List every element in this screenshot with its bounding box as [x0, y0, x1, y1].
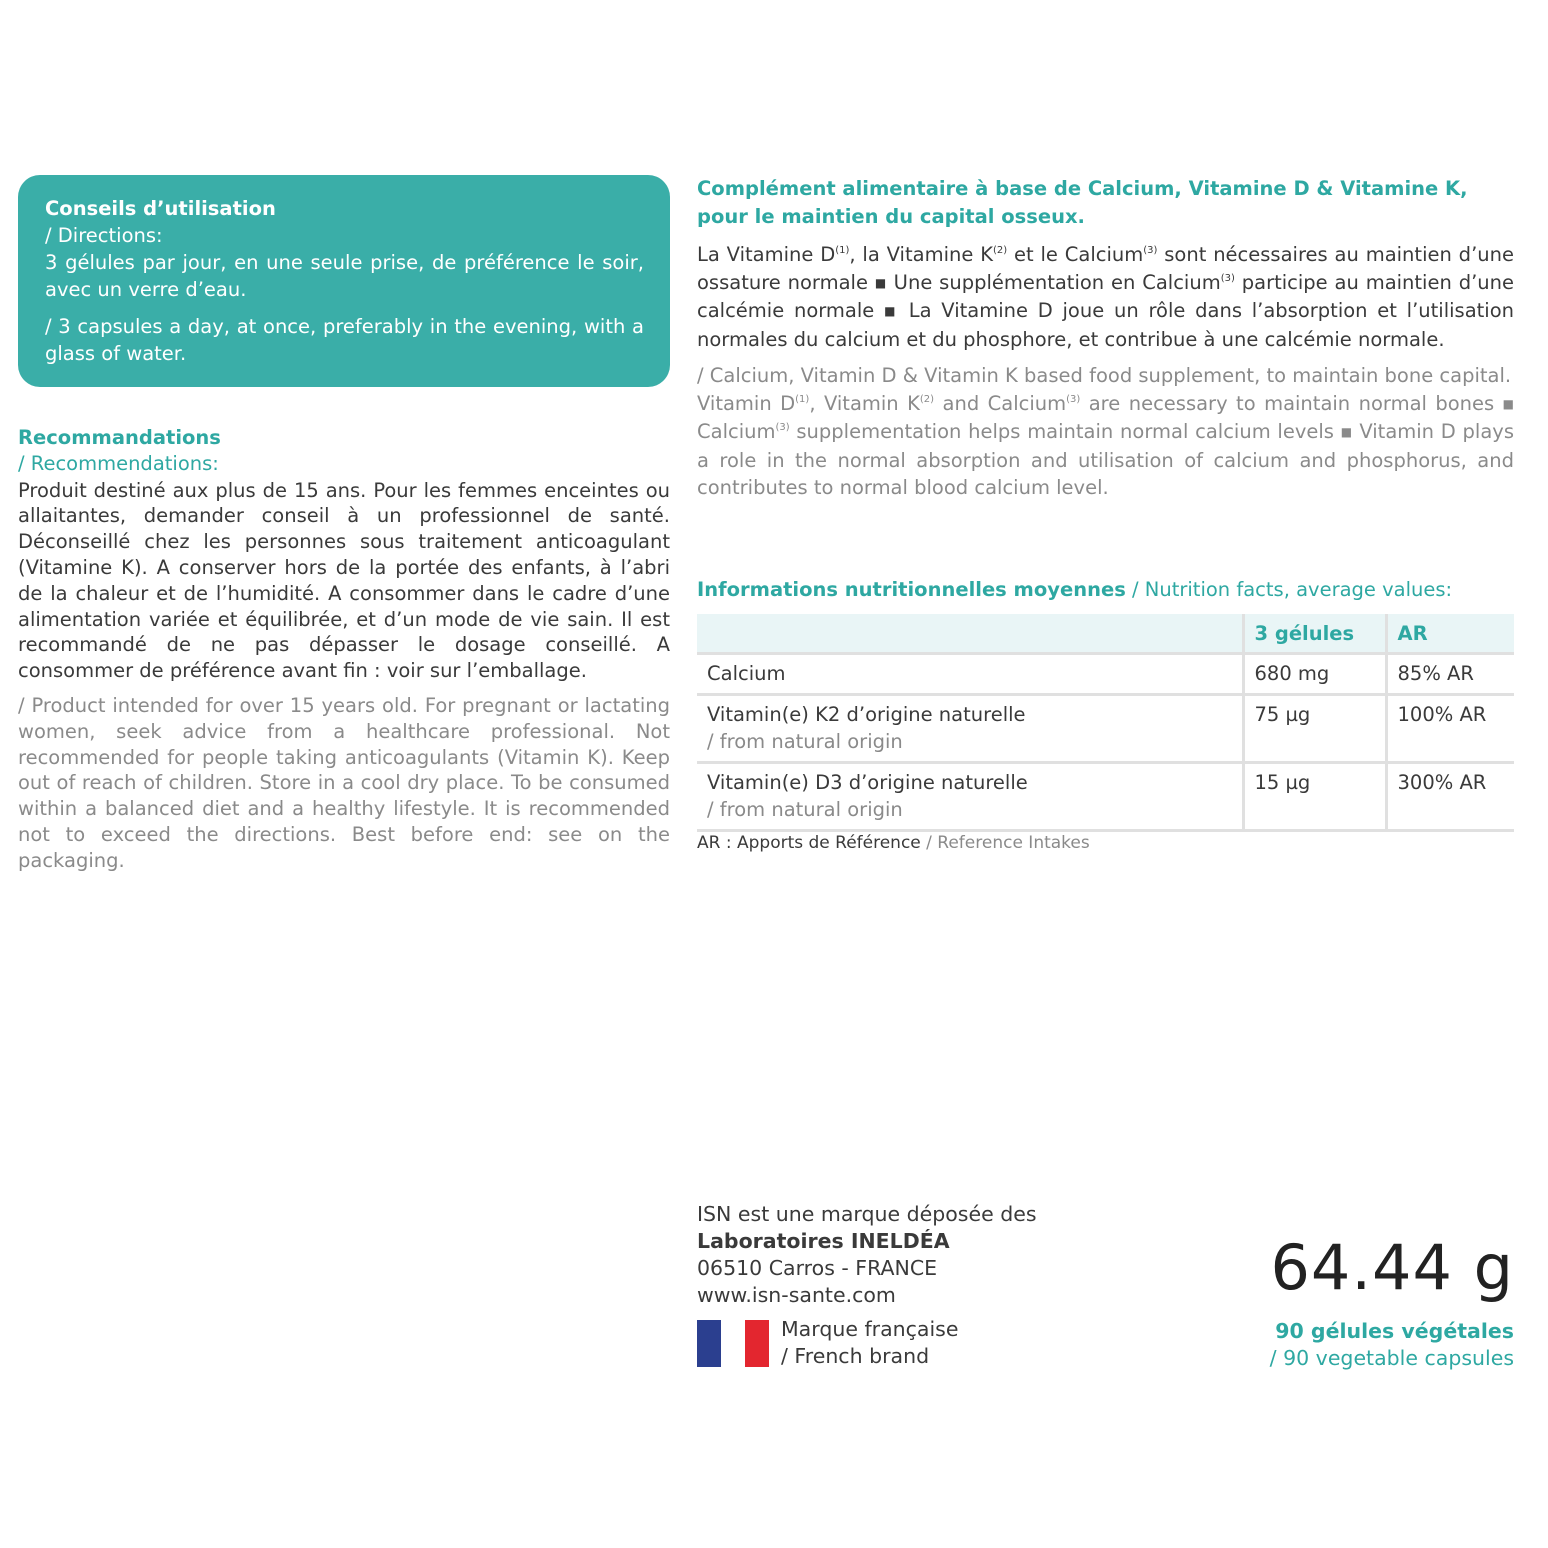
nutrition-table: [697, 614, 1514, 832]
directions-fr: 3 gélules par jour, en une seule prise, de préférence le soir, avec un verre d’eau.: [45, 251, 644, 301]
company-info: [697, 1201, 1037, 1309]
nutrient-amount: 15 µg: [1243, 763, 1386, 831]
directions-box: [18, 175, 670, 387]
table-row: [697, 763, 1514, 831]
table-header-name: [697, 614, 1243, 654]
table-header-ar: AR: [1386, 614, 1514, 654]
recommendations-section: [18, 425, 670, 874]
company-name: Laboratoires INELDÉA: [697, 1229, 950, 1253]
nutrient-name: Vitamin(e) D3 d’origine naturelle / from natural origin: [697, 763, 1243, 831]
recommendations-title: Recommandations: [18, 426, 221, 449]
claim-section: [697, 175, 1514, 502]
capsule-count: 90 gélules végétales / 90 vegetable capsules: [1269, 1319, 1514, 1370]
claim-en-heading: / Calcium, Vitamin D & Vitamin K based food supplement, to maintain bone capital.: [697, 364, 1512, 387]
directions-en: / 3 capsules a day, at once, preferably in the evening, with a glass of water.: [45, 315, 644, 365]
recommendations-fr: Produit destiné aux plus de 15 ans. Pour les femmes enceintes ou allaitantes, demander conseil à un professionnel de santé. Déconseillé chez les personnes sous traitement anticoagulant (Vitamine K). A conserver hors de la portée des enfants, à l’abri de la chaleur et de l’humidité. A consommer dans le cadre d’une alimentation variée et équilibrée, et d’un mode de vie sain. Il est recommandé de ne pas dépasser le dosage conseillé. A consommer de préférence avant fin : voir sur l’emballage.: [18, 478, 670, 683]
bullet-icon: ■: [884, 304, 899, 318]
nutrient-ar: 300% AR: [1386, 763, 1514, 831]
company-address: 06510 Carros - FRANCE: [697, 1256, 938, 1280]
company-website: www.isn-sante.com: [697, 1283, 896, 1307]
bullet-icon: ■: [1502, 396, 1514, 411]
claim-fr: La Vitamine $D^{(1)}$, la Vitamine $K^{(2)}$ et le Calcium$^{(3)}$ sont nécessaires au maintien d’une ossature normale ■ Une supplémentation en Calcium$^{(3)}$ participe au maintien d’une calcémie normale ■ La Vitamine D joue un rôle dans l’absorption et l’utilisation normales du calcium et du phosphore, et contribue à une calcémie normale.: [697, 243, 1515, 351]
directions-title: Conseils d’utilisation: [45, 197, 276, 220]
table-row: [697, 654, 1514, 695]
table-header-amount: 3 gélules: [1243, 614, 1386, 654]
recommendations-en: / Product intended for over 15 years old. For pregnant or lactating women, seek advice from a healthcare professional. Not recommended for people taking anticoagulants (Vitamin K). Keep out of reach of children. Store in a cool dry place. To be consumed within a balanced diet and a healthy lifestyle. It is recommended not to exceed the directions. Best before end: see on the packaging.: [18, 693, 670, 872]
directions-title-en: / Directions:: [45, 224, 163, 247]
claim-en: Vitamin $D^{(1)}$, Vitamin $K^{(2)}$ and Calcium$^{(3)}$ are necessary to maintain normal bones ■ Calcium$^{(3)}$ supplementation helps maintain normal calcium levels ■ Vitamin D plays a role in the normal absorption and utilisation of calcium and phosphorus, and contributes to normal blood calcium level.: [697, 391, 1514, 499]
claim-heading: Complément alimentaire à base de Calcium, Vitamine D & Vitamine K, pour le maintien du capital osseux.: [697, 177, 1468, 228]
recommendations-title-en: / Recommendations:: [18, 451, 219, 475]
nutrient-name: Vitamin(e) K2 d’origine naturelle / from natural origin: [697, 695, 1243, 763]
nutrient-name: Calcium: [697, 654, 1243, 695]
company-line: ISN est une marque déposée des: [697, 1202, 1037, 1226]
table-header-row: [697, 614, 1514, 654]
nutrient-ar: 100% AR: [1386, 695, 1514, 763]
nutrient-amount: 75 µg: [1243, 695, 1386, 763]
nutrient-amount: 680 mg: [1243, 654, 1386, 695]
nutrition-title: Informations nutritionnelles moyennes / Nutrition facts, average values:: [697, 578, 1453, 601]
french-flag-icon: [697, 1320, 769, 1367]
reference-intakes-note: AR : Apports de Référence / Reference Intakes: [697, 833, 1090, 853]
table-row: [697, 695, 1514, 763]
bullet-icon: ■: [1340, 425, 1353, 439]
french-brand-label: Marque française / French brand: [781, 1317, 959, 1368]
bullet-icon: ■: [874, 275, 887, 290]
nutrient-ar: 85% AR: [1386, 654, 1514, 695]
net-weight: 64.44 g: [1270, 1231, 1514, 1304]
